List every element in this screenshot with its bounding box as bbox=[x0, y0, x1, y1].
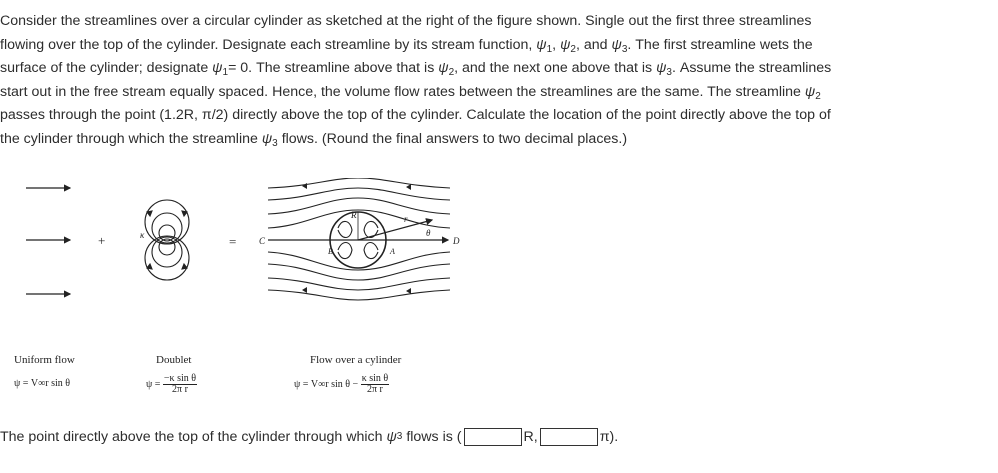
question-line-3: surface of the cylinder; designate $\psi_1= 0$. The streamline above that is $\psi_2$, and the next one above that is $\psi_3$. Assume the streamlines bbox=[0, 60, 832, 79]
question-text bbox=[0, 10, 990, 152]
cylinder-streamlines bbox=[268, 178, 450, 300]
doublet-sketch bbox=[145, 200, 189, 280]
question-line-5: passes through the point (1.2R, π/2) directly above the top of the cylinder. Calculate the location of the point directly above the top of bbox=[0, 107, 831, 124]
label-B: B bbox=[328, 247, 333, 256]
doublet-equation: ψ = $\frac{\text{−κ sin θ}}{\text{2π r}}$ bbox=[146, 373, 197, 395]
cylinder-flow-arrows bbox=[302, 183, 411, 294]
cylinder-caption: Flow over a cylinder bbox=[310, 354, 402, 366]
question-line-6: the cylinder through which the streamline $\psi_3$ flows. (Round the final answers to two decimal places.) bbox=[0, 130, 628, 149]
r-answer-input[interactable] bbox=[464, 428, 522, 446]
equals-sign: = bbox=[229, 234, 237, 249]
label-D: D bbox=[453, 236, 460, 246]
plus-sign: + bbox=[98, 233, 106, 248]
uniform-flow-arrows bbox=[26, 188, 70, 294]
cylinder-equation: ψ = V∞r sin θ − $\frac{\text{κ sin θ}}{\text{2π r}}$ bbox=[294, 373, 389, 395]
flow-figure bbox=[0, 178, 520, 423]
uniform-flow-equation: ψ = V∞r sin θ bbox=[14, 378, 71, 389]
label-R: R bbox=[351, 210, 357, 220]
label-r: r bbox=[404, 214, 408, 224]
doublet-caption: Doublet bbox=[156, 354, 192, 366]
label-C: C bbox=[259, 236, 266, 246]
uniform-flow-caption: Uniform flow bbox=[14, 354, 75, 366]
question-line-4: start out in the free stream equally spaced. Hence, the volume flow rates between the streamlines are the same. The streamline $\psi_2$ bbox=[0, 83, 821, 102]
label-A: A bbox=[390, 247, 395, 256]
answer-line: The point directly above the top of the cylinder through which ψ 3 flows is ( R, π). bbox=[0, 429, 619, 445]
question-line-1: Consider the streamlines over a circular cylinder as sketched at the right of the figure shown. Single out the first three streamlines bbox=[0, 13, 812, 29]
label-theta: θ bbox=[426, 228, 431, 238]
cylinder-axis bbox=[268, 212, 448, 240]
theta-answer-input[interactable] bbox=[540, 428, 598, 446]
kappa-label: κ bbox=[140, 230, 145, 240]
question-line-2: flowing over the top of the cylinder. Designate each streamline by its stream function, $\psi_1$, $\psi_2$, and $\psi_3$. The first streamline wets the bbox=[0, 36, 813, 55]
flow-diagram bbox=[0, 178, 520, 348]
